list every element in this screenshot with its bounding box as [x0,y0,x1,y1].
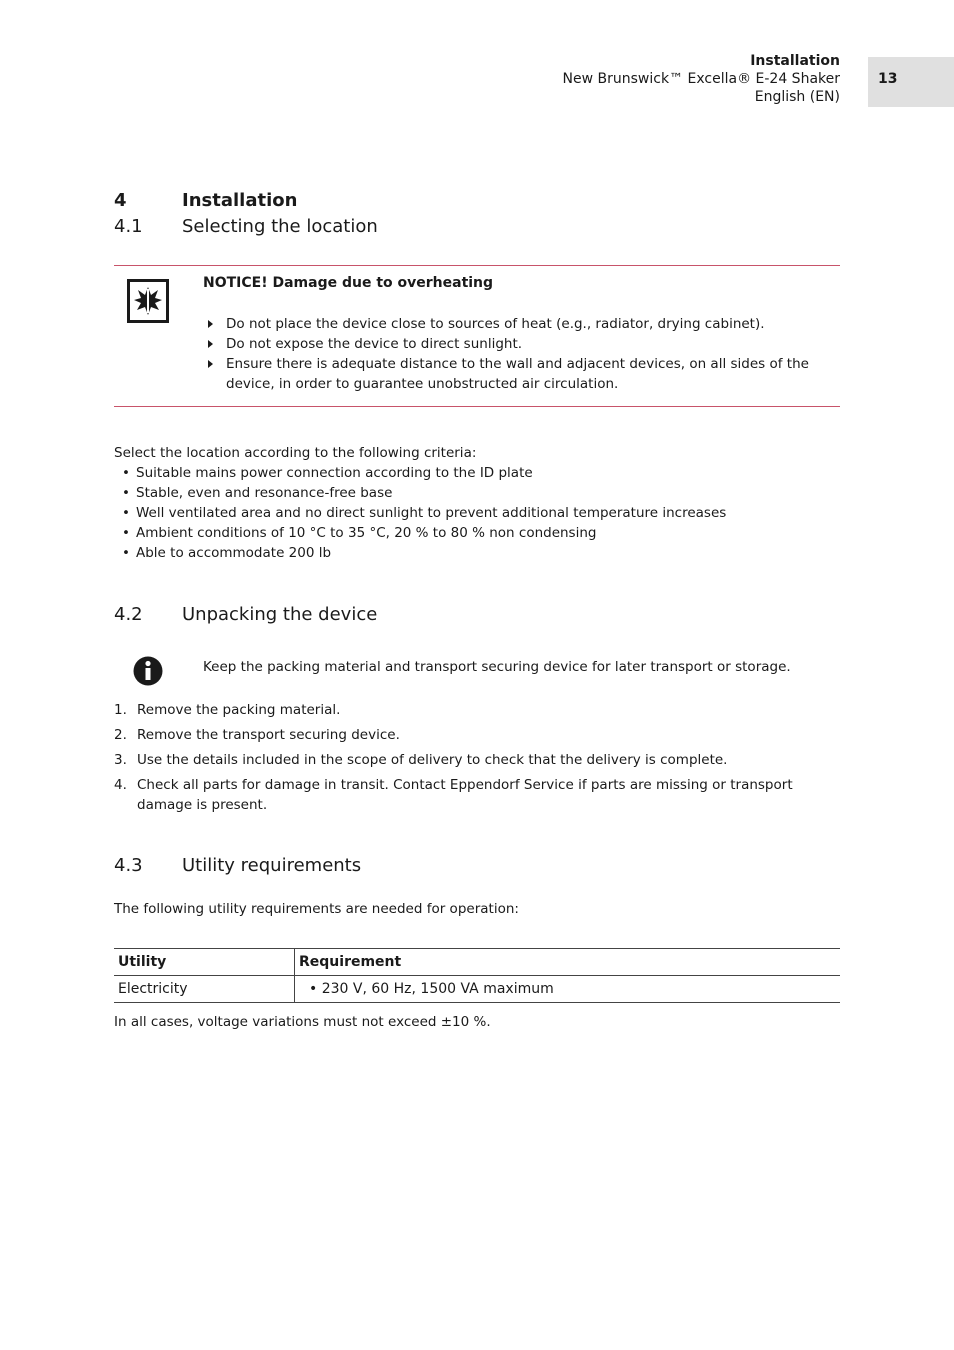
subsection-number: 4.2 [114,604,143,625]
unpacking-steps [114,700,814,820]
arrow-right-icon [208,360,213,368]
section-title: Installation [182,190,298,211]
column-header: Utility [114,949,295,976]
table-cell: Electricity [114,976,295,1003]
table-cell: • 230 V, 60 Hz, 1500 VA maximum [295,976,841,1003]
notice-item: Ensure there is adequate distance to the wall and adjacent devices, on all sides of the device, in order to guarantee unobstructed air circulation. [208,354,828,394]
table-row [114,976,840,1003]
header-language: English (EN) [754,89,840,105]
page-number-tab [868,57,954,107]
subsection-title: Selecting the location [182,216,378,237]
utility-table [114,948,840,1003]
list-item: • Ambient conditions of 10 °C to 35 °C, 20 % to 80 % non condensing [122,525,597,541]
utility-intro: The following utility requirements are needed for operation: [114,901,519,917]
list-item: • Suitable mains power connection according to the ID plate [122,465,533,481]
header-product: New Brunswick™ Excella® E-24 Shaker [562,71,840,87]
list-item: 2. Remove the transport securing device. [114,727,400,743]
running-header [563,52,840,106]
location-intro: Select the location according to the following criteria: [114,445,477,461]
page-number: 13 [878,71,898,87]
list-item: 3. Use the details included in the scope of delivery to check that the delivery is complete. [114,752,728,768]
notice-item: Do not place the device close to sources of heat (e.g., radiator, drying cabinet). [208,314,828,334]
section-number: 4 [114,190,127,211]
notice-item: Do not expose the device to direct sunlight. [208,334,828,354]
column-header: Requirement [295,949,841,976]
arrow-right-icon [208,340,213,348]
header-title: Installation [750,53,840,69]
subsection-number: 4.3 [114,855,143,876]
list-item: 1. Remove the packing material. [114,702,341,718]
notice-top-rule [114,265,840,266]
info-note: Keep the packing material and transport securing device for later transport or storage. [203,659,791,675]
subsection-title: Utility requirements [182,855,362,876]
list-item: • Able to accommodate 200 lb [122,545,332,561]
notice-list [208,314,828,394]
notice-title: NOTICE! Damage due to overheating [203,275,494,291]
damage-symbol-icon [127,279,165,319]
subsection-title: Unpacking the device [182,604,378,625]
notice-bottom-rule [114,406,840,407]
arrow-right-icon [208,320,213,328]
list-item: • Well ventilated area and no direct sunlight to prevent additional temperature increases [122,505,727,521]
criteria-list [122,463,726,563]
voltage-note: In all cases, voltage variations must not exceed ±10 %. [114,1014,491,1030]
subsection-number: 4.1 [114,216,143,237]
info-icon [133,656,163,686]
list-item: 4. Check all parts for damage in transit. Contact Eppendorf Service if parts are missing or transport damage is present. [114,777,793,813]
table-header-row [114,949,840,976]
list-item: • Stable, even and resonance-free base [122,485,393,501]
